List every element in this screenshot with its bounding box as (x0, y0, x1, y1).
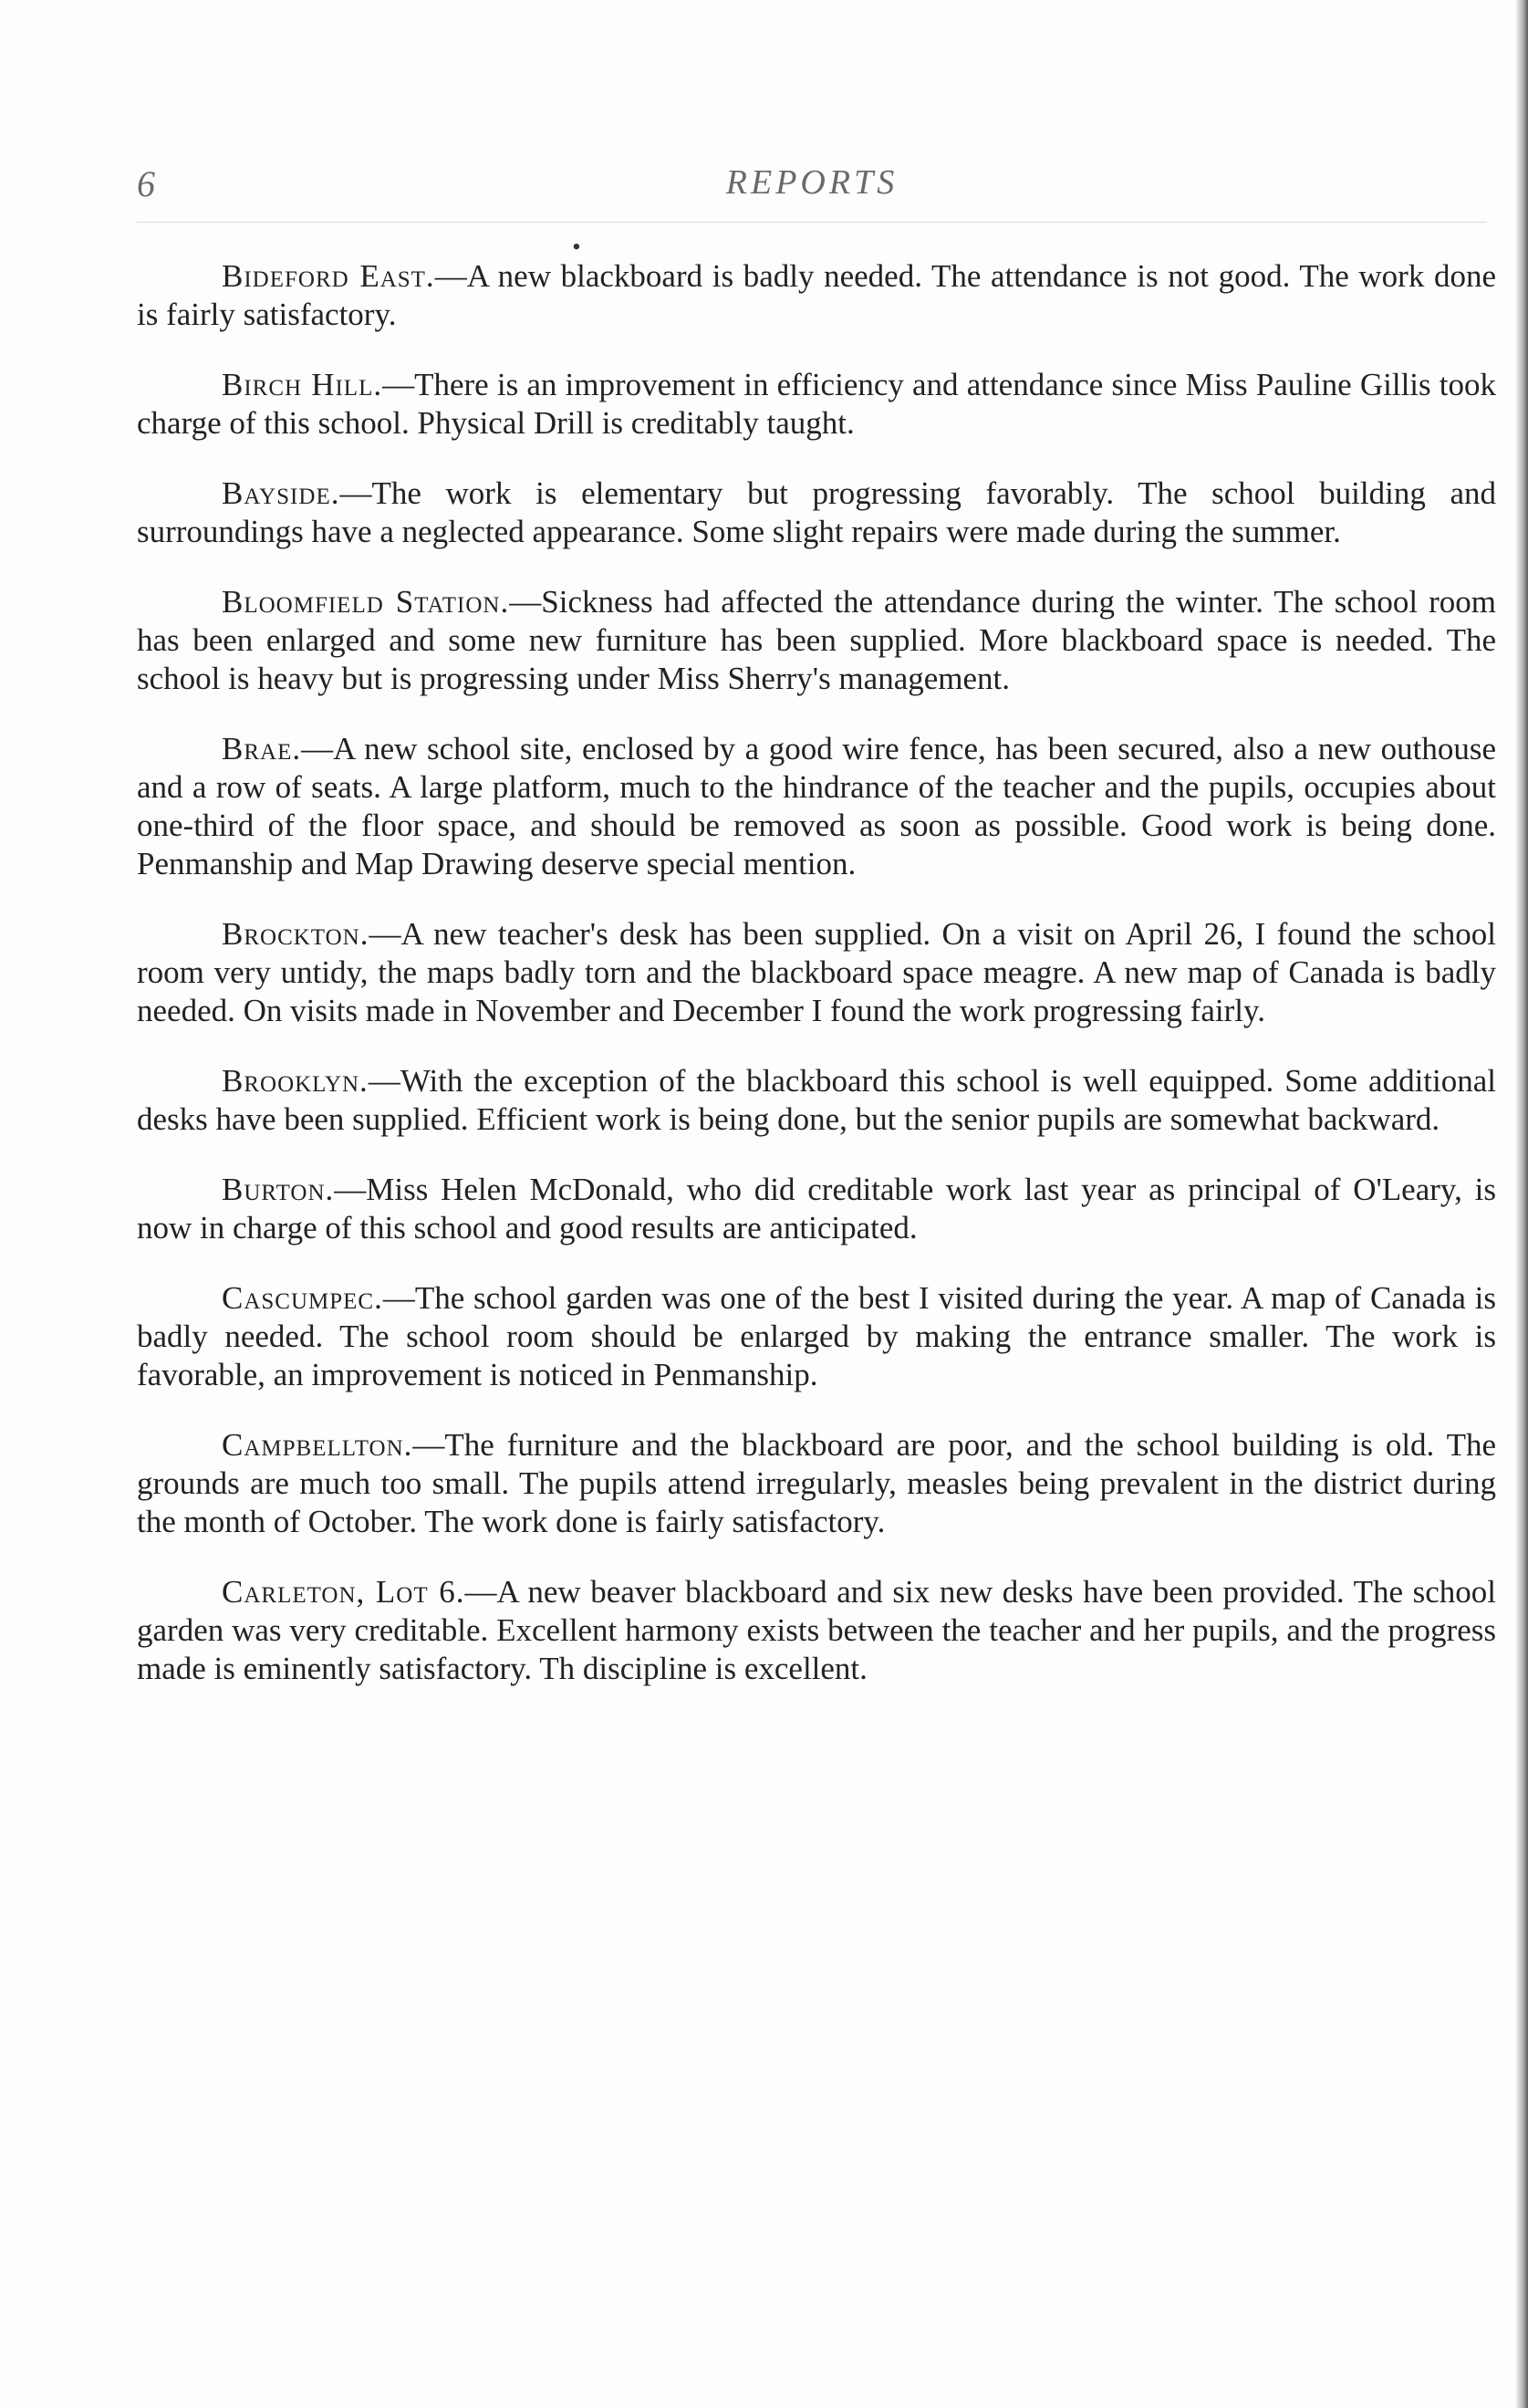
entry-text: —Miss Helen McDonald, who did creditable work last year as principal of O'Leary, is now in charge of this school and good results are anticipated. (137, 1172, 1496, 1246)
page-number: 6 (137, 163, 155, 204)
entry-place: Brooklyn. (222, 1063, 369, 1099)
entry-place: Campbellton. (222, 1427, 413, 1463)
entry-bayside (137, 474, 1496, 551)
entry-place: Brae. (222, 731, 302, 766)
entry-text: —The furniture and the blackboard are poor, and the school building is old. The grounds are much too small. The pupils attend irregularly, measles being prevalent in the district during the month of October. The work done is fairly satisfactory. (137, 1427, 1496, 1539)
entry-place: Burton. (222, 1172, 335, 1207)
header-rule (137, 222, 1487, 223)
running-title: REPORTS (725, 163, 899, 202)
entry-brockton (137, 915, 1496, 1030)
entry-text: —A new beaver blackboard and six new desks have been provided. The school garden was very creditable. Excellent harmony exists between the teacher and her pupils, and the progress made is eminently satisfactory. Th discipline is excellent. (137, 1574, 1496, 1686)
entry-bideford-east (137, 257, 1496, 334)
entry-birch-hill (137, 366, 1496, 443)
entry-cascumpec (137, 1279, 1496, 1394)
entry-text: —The school garden was one of the best I visited during the year. A map of Canada is badly needed. The school room should be enlarged by making the entrance smaller. The work is favorable, an improvement is noticed in Penmanship. (137, 1280, 1496, 1392)
entry-place: Carleton, Lot 6. (222, 1574, 465, 1610)
page-header (137, 162, 1487, 208)
entry-carleton-lot-6 (137, 1573, 1496, 1688)
entry-text: —A new blackboard is badly needed. The attendance is not good. The work done is fairly satisfactory. (137, 258, 1496, 332)
entry-campbellton (137, 1426, 1496, 1541)
entry-text: —Sickness had affected the attendance during the winter. The school room has been enlarged and some new furniture has been supplied. More blackboard space is needed. The school is heavy but is progressing under Miss Sherry's management. (137, 584, 1496, 696)
entry-text: —There is an improvement in efficiency and attendance since Miss Pauline Gillis took charge of this school. Physical Drill is creditably taught. (137, 367, 1497, 441)
entry-text: —The work is elementary but progressing favorably. The school building and surroundings have a neglected appearance. Some slight repairs were made during the summer. (137, 475, 1496, 549)
entry-place: Cascumpec. (222, 1280, 383, 1316)
entry-text: —With the exception of the blackboard this school is well equipped. Some additional desks have been supplied. Efficient work is being done, but the senior pupils are somewhat backward. (137, 1063, 1496, 1137)
entry-place: Brockton. (222, 916, 369, 952)
entry-place: Bideford East. (222, 258, 435, 294)
report-body (137, 257, 1496, 1720)
entry-text: —A new school site, enclosed by a good wire fence, has been secured, also a new outhouse and a row of seats. A large platform, much to the hindrance of the teacher and the pupils, occupies about one-third of the floor space, and should be removed as soon as possible. Good work is being done. Penmanship and Map Drawing deserve special mention. (137, 731, 1496, 881)
entry-text: —A new teacher's desk has been supplied. On a visit on April 26, I found the school room very untidy, the maps badly torn and the blackboard space meagre. A new map of Canada is badly needed. On visits made in November and December I found the work progressing fairly. (137, 916, 1496, 1028)
entry-brooklyn (137, 1062, 1496, 1139)
entry-place: Bloomfield Station. (222, 584, 510, 620)
page-edge-shadow (1515, 0, 1528, 2408)
entry-brae (137, 730, 1496, 883)
entry-burton (137, 1171, 1496, 1247)
entry-place: Bayside. (222, 475, 340, 511)
entry-bloomfield-station (137, 583, 1496, 698)
printer-mark-icon: ∙ (570, 235, 583, 258)
entry-place: Birch Hill. (222, 367, 383, 402)
